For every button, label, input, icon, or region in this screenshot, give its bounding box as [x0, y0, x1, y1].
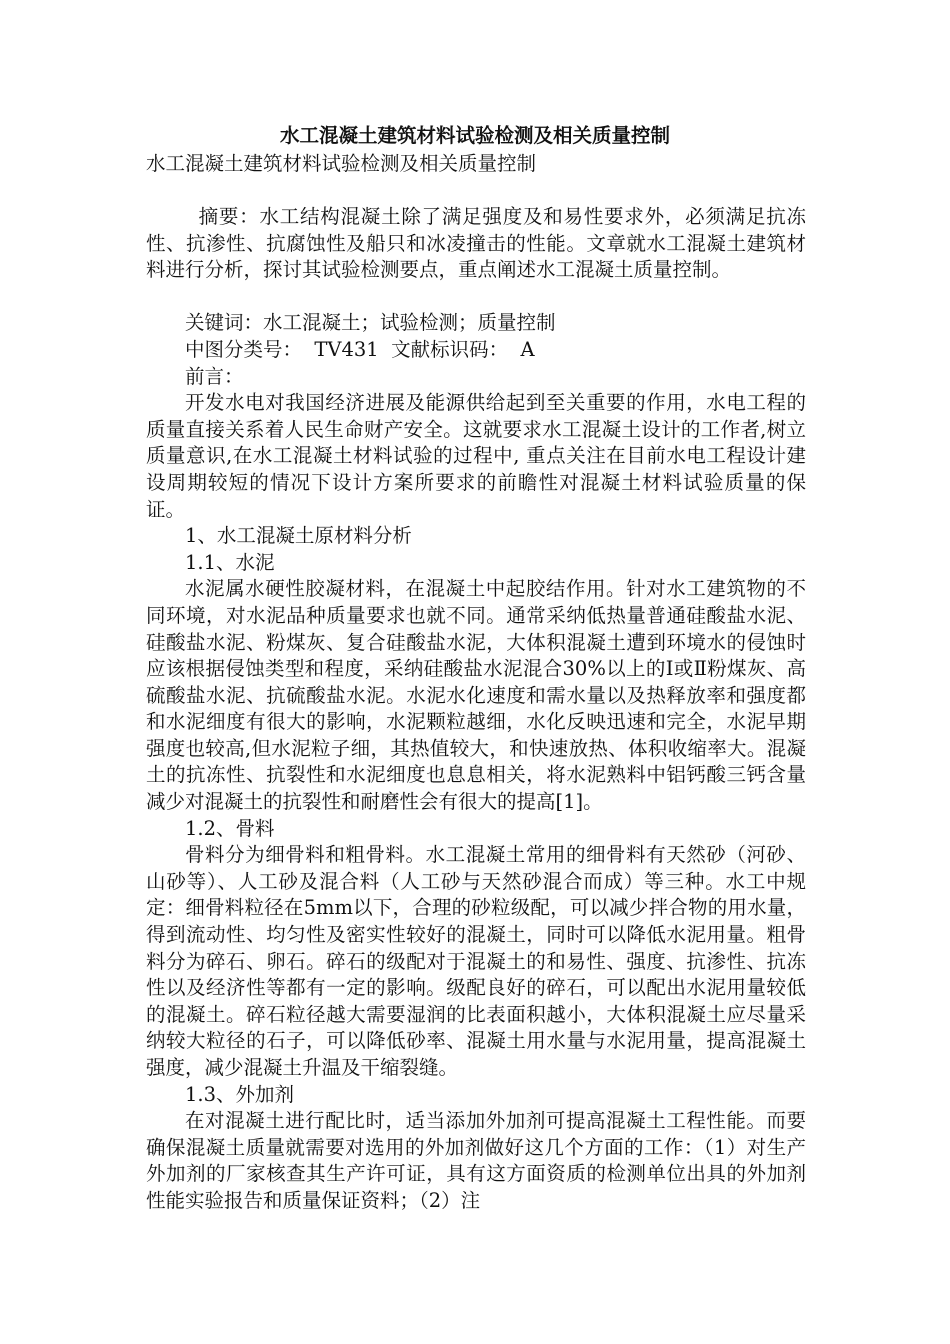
section-1-3-paragraph: 在对混凝土进行配比时，适当添加外加剂可提高混凝土工程性能。而要确保混凝土质量就需要对选用的外加剂做好这几个方面的工作：（1）对生产外加剂的厂家核查其生产许可证，具有这方面资质的检测单位出具的外加剂性能实验报告和质量保证资料；（2）注 — [146, 1109, 806, 1212]
keywords: 关键词：水工混凝土；试验检测；质量控制 — [185, 311, 556, 335]
abstract: 摘要：水工结构混凝土除了满足强度及和易性要求外，必须满足抗冻性、抗渗性、抗腐蚀性及船只和冰凌撞击的性能。文章就水工混凝土建筑材料进行分析，探讨其试验检测要点，重点阐述水工混凝土质量控制。 — [146, 205, 806, 282]
section-1-1-heading: 1.1、水泥 — [185, 550, 275, 574]
section-1-1-paragraph: 水泥属水硬性胶凝材料，在混凝土中起胶结作用。针对水工建筑物的不同环境，对水泥品种质量要求也就不同。通常采纳低热量普通硅酸盐水泥、硅酸盐水泥、粉煤灰、复合硅酸盐水泥，大体积混凝土遭到环境水的侵蚀时应该根据侵蚀类型和程度，采纳硅酸盐水泥混合30%以上的Ⅰ或Ⅱ粉煤灰、高硫酸盐水泥、抗硫酸盐水泥。水泥水化速度和需水量以及热释放率和强度都和水泥细度有很大的影响，水泥颗粒越细，水化反映迅速和完全，水泥早期强度也较高,但水泥粒子细，其热值较大，和快速放热、体积收缩率大。混凝土的抗冻性、抗裂性和水泥细度也息息相关，将水泥熟料中铝钙酸三钙含量减少对混凝土的抗裂性和耐磨性会有很大的提高[1]。 — [146, 577, 806, 814]
document-title: 水工混凝土建筑材料试验检测及相关质量控制 — [279, 124, 670, 147]
section-1-3-heading: 1.3、外加剂 — [185, 1082, 295, 1106]
section-1-heading: 1、水工混凝土原材料分析 — [185, 524, 412, 548]
document-subtitle: 水工混凝土建筑材料试验检测及相关质量控制 — [146, 152, 537, 175]
classification: 中图分类号： TV431 文献标识码： A — [185, 337, 535, 361]
document-body — [146, 204, 806, 1215]
preface-paragraph: 开发水电对我国经济进展及能源供给起到至关重要的作用，水电工程的质量直接关系着人民生命财产安全。这就要求水工混凝土设计的工作者,树立质量意识,在水工混凝土材料试验的过程中, 重点关注在目前水电工程设计建设周期较短的情况下设计方案所要求的前瞻性对混凝土材料试验质量的保证。 — [146, 391, 806, 521]
section-1-2-heading: 1.2、骨料 — [185, 816, 275, 840]
section-1-2-paragraph: 骨料分为细骨料和粗骨料。水工混凝土常用的细骨料有天然砂（河砂、山砂等）、人工砂及混合料（人工砂与天然砂混合而成）等三种。水工中规定：细骨料粒径在5mm以下，合理的砂粒级配，可以减少拌合物的用水量，得到流动性、均匀性及密实性较好的混凝土，同时可以降低水泥用量。粗骨料分为碎石、卵石。碎石的级配对于混凝土的和易性、强度、抗渗性、抗冻性以及经济性等都有一定的影响。级配良好的碎石，可以配出水泥用量较低的混凝土。碎石粒径越大需要湿润的比表面积越小，大体积混凝土应尽量采纳较大粒径的石子，可以降低砂率、混凝土用水量与水泥用量，提高混凝土强度，减少混凝土升温及干缩裂缝。 — [146, 843, 806, 1079]
preface-label: 前言： — [185, 364, 244, 388]
